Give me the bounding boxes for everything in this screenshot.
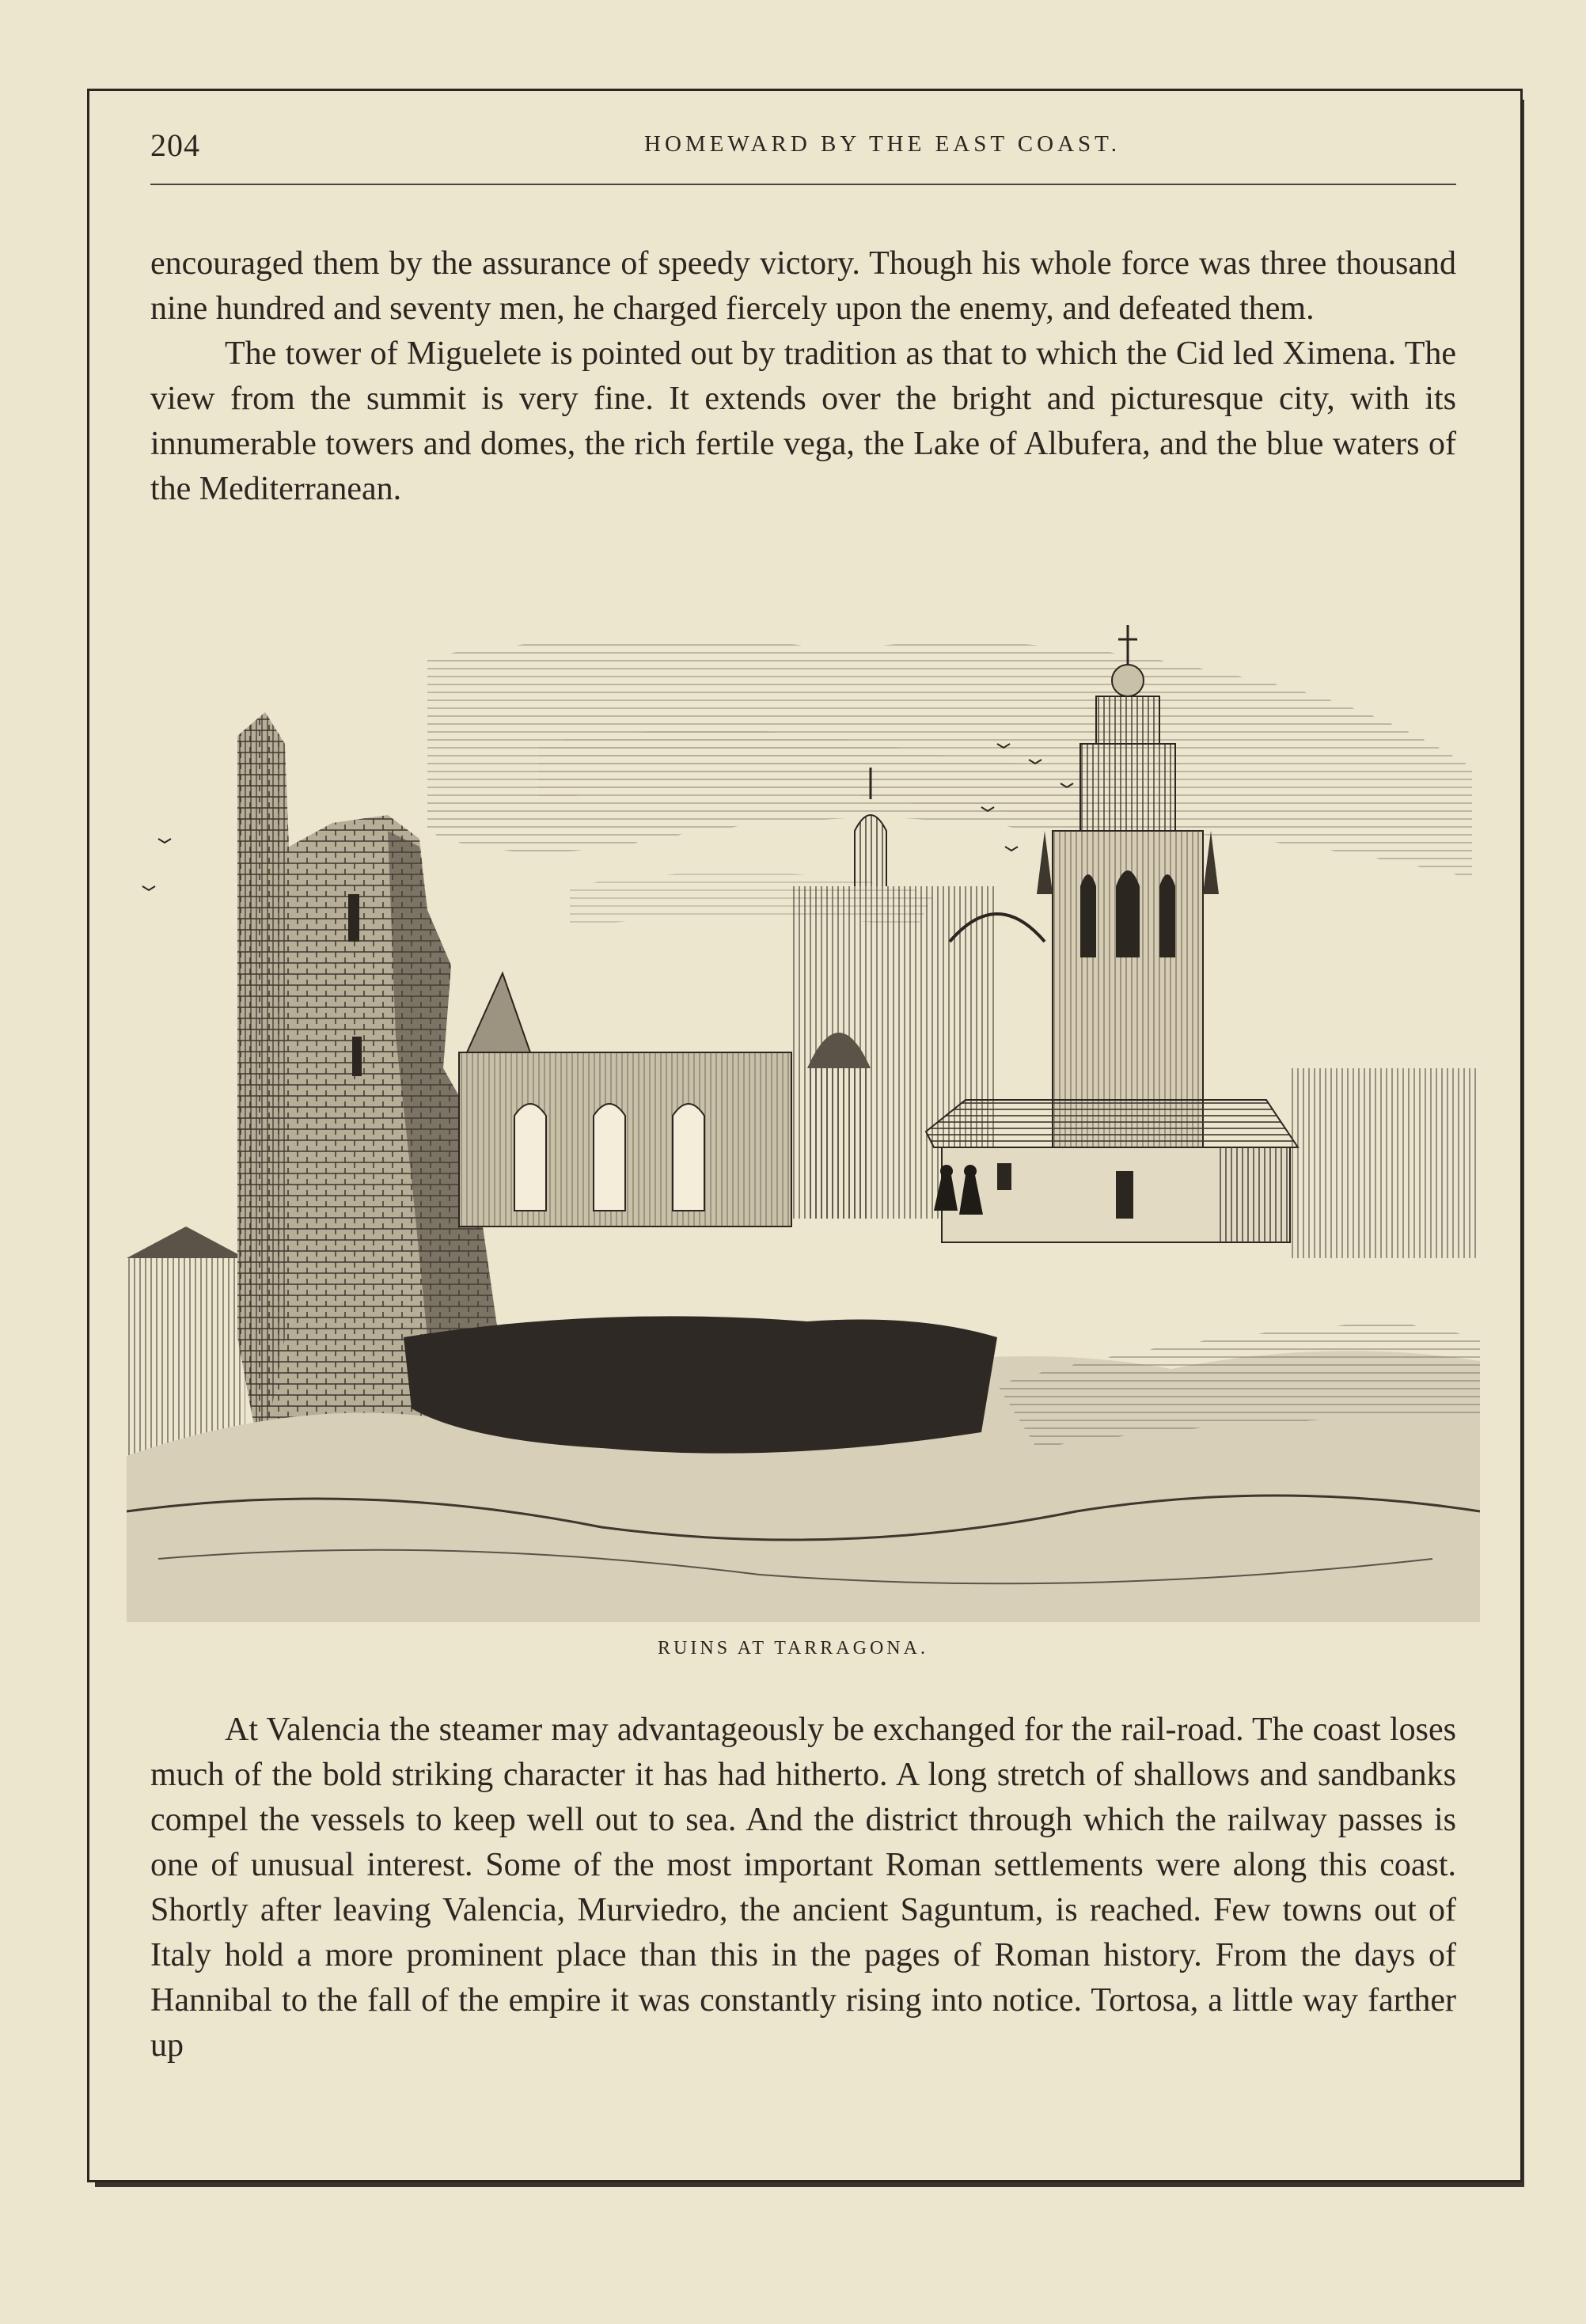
bottom-text-block — [150, 1708, 1456, 2068]
page-header — [150, 127, 1456, 174]
top-text-block — [150, 241, 1456, 512]
header-rule — [150, 184, 1456, 185]
cathedral-nave — [459, 973, 791, 1226]
paragraph-miguelete: The tower of Miguelete is pointed out by tradition as that to which the Cid led Ximena. The view from the summit is very fine. It extends over the bright and picturesque city, with its innumerable towers and domes, the rich fertile vega, the Lake of Albufera, and the blue waters of the Mediterranean. — [150, 336, 1456, 507]
running-title: HOMEWARD BY THE EAST COAST. — [644, 131, 1121, 157]
chapel-building — [926, 1100, 1298, 1242]
sky-clouds — [427, 639, 1472, 926]
page-number: 204 — [150, 127, 200, 163]
illustration-caption: RUINS AT TARRAGONA. — [658, 1638, 928, 1659]
paragraph-valencia: At Valencia the steamer may advantageously be exchanged for the rail-road. The coast loses much of the bold striking character it has had hitherto. A long stretch of shallows and sandbanks compel the vessels to keep well out to sea. And the district through which the railway passes is one of unusual interest. Some of the most important Roman settlements were along this coast. Shortly after leaving Valencia, Murviedro, the ancient Saguntum, is reached. Few towns out of Italy hold a more prominent place than this in the pages of Roman history. From the days of Hannibal to the fall of the empire it was constantly rising into notice. Tortosa, a little way farther up — [150, 1712, 1456, 2064]
ruins-engraving — [127, 625, 1480, 1622]
distant-walls — [1290, 1068, 1480, 1258]
paragraph-continued: encouraged them by the assurance of speedy victory. Though his whole force was three thousand nine hundred and seventy men, he charged fiercely upon the enemy, and defeated them. — [150, 245, 1456, 327]
